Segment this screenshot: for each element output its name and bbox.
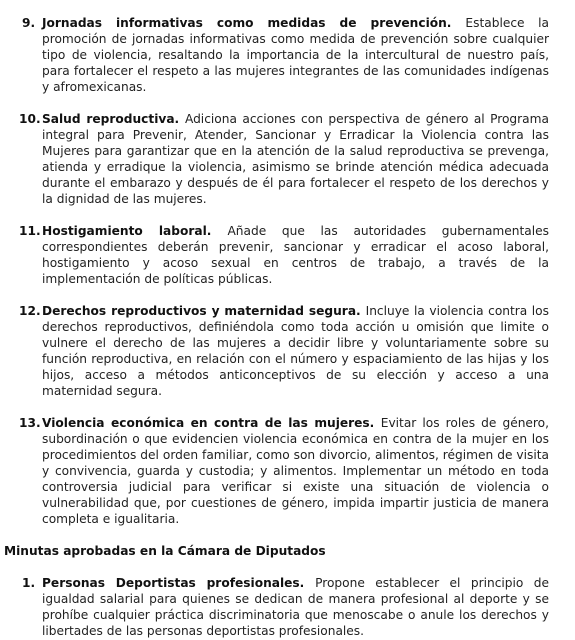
item-text: Evitar los roles de género, subordinación o que evidencien violencia económica en contra de la mujer en los procedimientos del orden familiar, como son divorcio, alimentos, régimen de visita y convivencia, guarda y custodia; y alimentos. Implementar un método en toda controversia judicial para verificar si existe una situación de violencia o vulnerabilidad que, por cuestiones de género, impida impartir justicia de manera completa e igualitaria. <box>42 416 549 526</box>
item-text: Añade que las autoridades gubernamentales correspondientes deberán prevenir, sancionar y erradicar el acoso laboral, hostigamiento y acoso sexual en centros de trabajo, a través de la implementación de políticas públicas. <box>42 224 549 286</box>
item-title: Jornadas informativas como medidas de prevención. <box>42 16 466 30</box>
list-item-10 <box>4 111 549 207</box>
item-number: 11. <box>19 224 41 238</box>
item-number: 12. <box>19 304 41 318</box>
item-title: Hostigamiento laboral. <box>42 224 228 238</box>
item-title: Derechos reproductivos y maternidad segura. <box>42 304 366 318</box>
list-item-11 <box>4 223 549 287</box>
item-text: Propone establecer el principio de igualdad salarial para quienes se dedican de manera profesional al deporte y se prohíbe cualquier práctica discriminatoria que menoscabe o anule los derechos y libertades de las personas deportistas profesionales. <box>42 576 550 638</box>
item-number: 10. <box>19 112 41 126</box>
item-title: Personas Deportistas profesionales. <box>42 576 316 590</box>
item-text: Establece la promoción de jornadas informativas como medida de prevención sobre cualquier tipo de violencia, resaltando la importancia de la intercultural de nuestro país, para fortalecer el respeto a las mujeres integrantes de las comunidades indígenas y afromexicanas. <box>42 16 549 94</box>
section-list-item-1 <box>4 575 549 639</box>
item-title: Salud reproductiva. <box>42 112 185 126</box>
item-text: Incluye la violencia contra los derechos reproductivos, definiéndola como toda acción u omisión que limite o vulnere el derecho de las mujeres a decidir libre y voluntariamente sobre su función reproductiva, en relación con el número y espaciamiento de las hijas y los hijos, acceso a métodos anticonceptivos de su elección y acceso a una maternidad segura. <box>42 304 549 398</box>
list-item-9 <box>4 15 549 95</box>
list-item-13 <box>4 415 549 527</box>
item-number: 13. <box>19 416 41 430</box>
list-item-12 <box>4 303 549 399</box>
item-number: 1. <box>22 576 36 590</box>
section-list <box>4 575 549 639</box>
section-heading: Minutas aprobadas en la Cámara de Diputados <box>4 544 326 558</box>
item-text: Adiciona acciones con perspectiva de género al Programa integral para Prevenir, Atender, Sancionar y Erradicar la Violencia contra las Mujeres para garantizar que en la atención de la salud reproductiva se prevenga, atienda y erradique la violencia, asimismo se brinde atención médica adecuada durante el embarazo y después de él para fortalecer el respeto de los derechos y la dignidad de las mujeres. <box>42 112 549 206</box>
item-title: Violencia económica en contra de las mujeres. <box>42 416 381 430</box>
item-number: 9. <box>22 16 36 30</box>
